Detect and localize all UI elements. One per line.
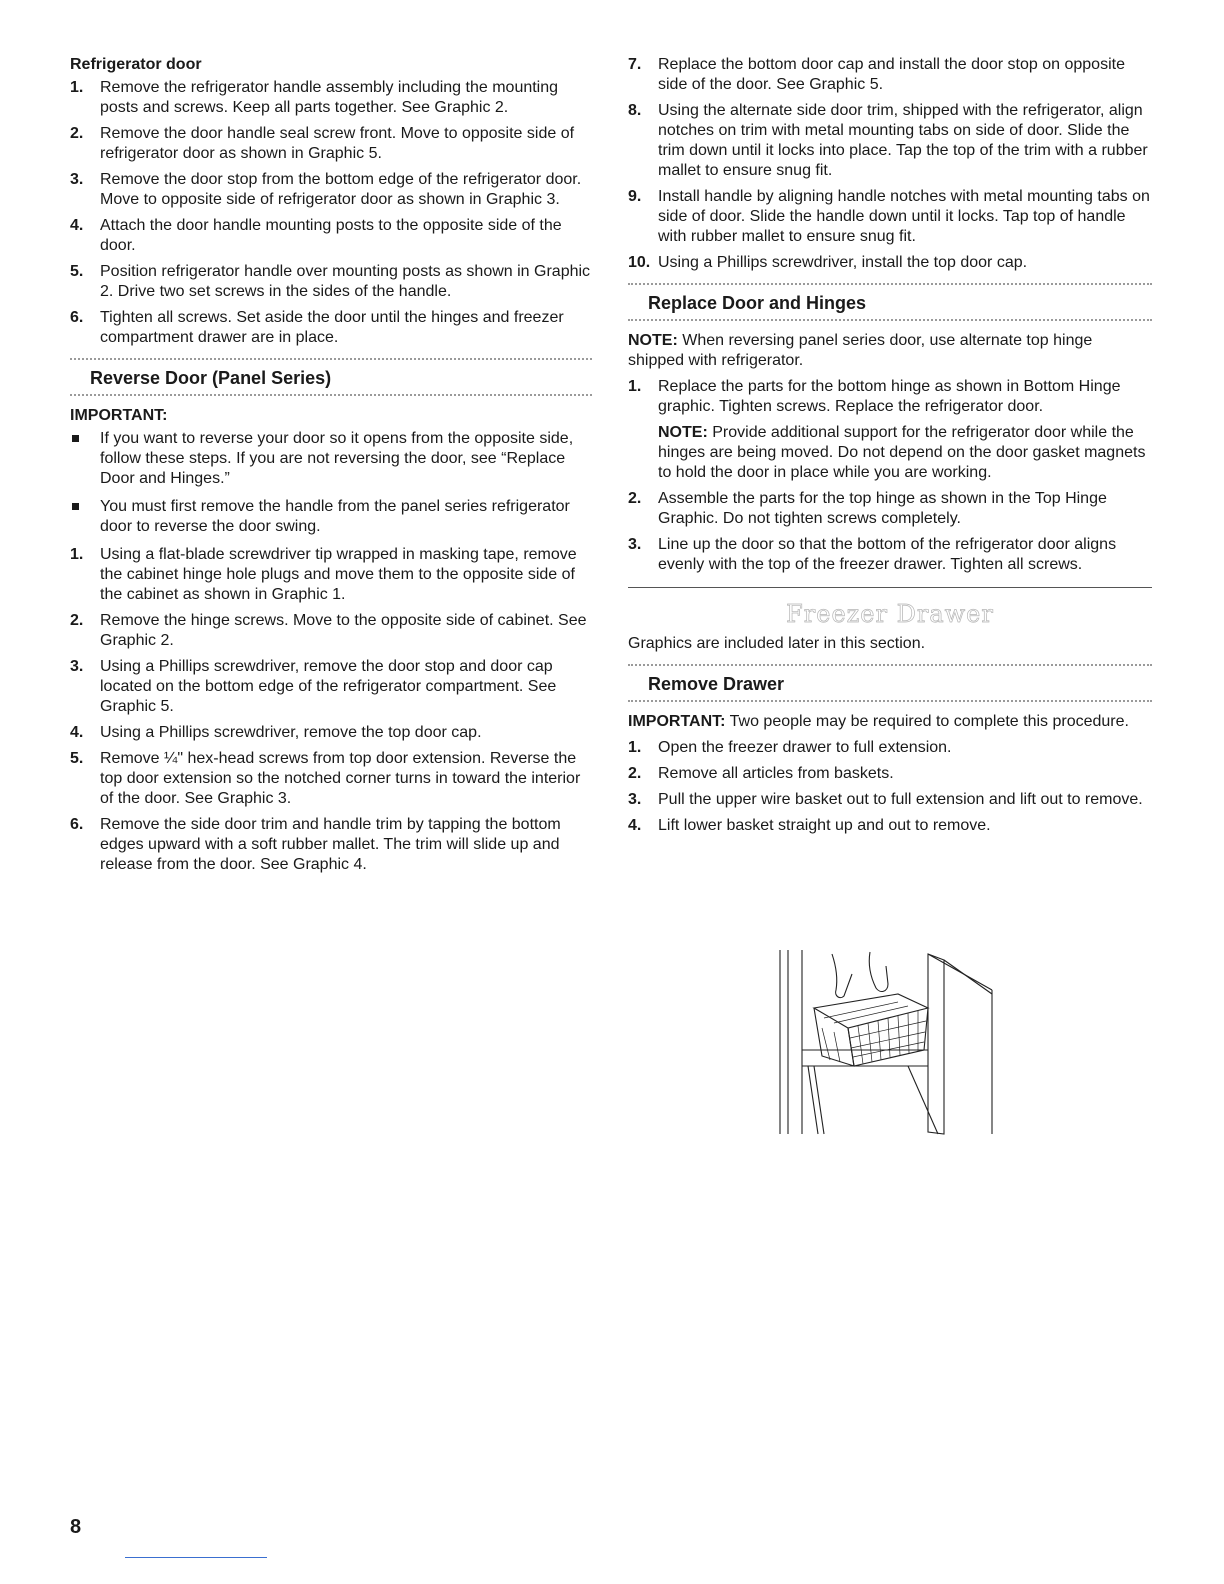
step-text: Using the alternate side door trim, shipped with the refrigerator, align notches on trim with metal mounting tabs on side of door. Slide the trim down until it locks into place. Tap the top of the trim with a rubber mallet to ensure snug fit. [658,102,1148,179]
step-number: 2. [70,612,84,629]
replace-door-note [628,331,1152,371]
step-text: Line up the door so that the bottom of the refrigerator door aligns evenly with the top of the freezer drawer. Tighten all screws. [658,536,1117,573]
step-number: 6. [70,816,84,833]
basket-rim [814,994,928,1028]
step-number: 1. [628,378,642,395]
list-item [628,377,1152,483]
footer-rule [125,1557,267,1558]
drawer-side-line [808,1066,818,1134]
hand-right-icon [869,952,888,991]
step-text: Remove the door stop from the bottom edge of the refrigerator door. Move to opposite side of refrigerator door as shown in Graphic 3. [100,171,582,208]
step-number: 8. [628,102,642,119]
step-number: 2. [628,490,642,507]
list-item [70,308,592,348]
step-text: Open the freezer drawer to full extension. [658,739,952,756]
replace-door-title: Replace Door and Hinges [648,293,867,313]
replace-door-section-header [628,283,1152,321]
basket-wire-grid [822,1002,926,1064]
list-item [628,489,1152,529]
list-item [70,429,592,489]
reverse-door-title: Reverse Door (Panel Series) [90,368,332,388]
replace-door-steps [628,377,1152,575]
step-number: 2. [70,125,84,142]
step-number: 7. [628,56,642,73]
list-item [628,101,1152,181]
remove-drawer-steps [628,738,1152,836]
step-number: 3. [628,536,642,553]
note-text: When reversing panel series door, use alternate top hinge shipped with refrigerator. [628,332,1093,369]
list-item [70,545,592,605]
step-text: Remove the side door trim and handle trim by tapping the bottom edges upward with a soft rubber mallet. The trim will slide up and release from the door. See Graphic 4. [100,816,561,873]
step-number: 9. [628,188,642,205]
chapter-divider [628,587,1152,588]
list-item [70,497,592,537]
step-number: 10. [628,254,651,271]
remove-drawer-section-header [628,664,1152,702]
step-number: 3. [70,658,84,675]
list-item [628,55,1152,95]
list-item [628,738,1152,758]
page-number: 8 [70,1516,82,1538]
right-column [628,55,1152,842]
step-number: 4. [70,724,84,741]
important-label: IMPORTANT: [70,407,168,424]
step-text: Remove ¼" hex-head screws from top door extension. Reverse the top door extension so the notched corner turns in toward the interior of the door. See Graphic 3. [100,750,581,807]
step-note [658,423,1152,483]
step-number: 6. [70,309,84,326]
reverse-door-steps-continued [628,55,1152,273]
list-item [70,723,592,743]
drawer-side-line [908,1066,938,1134]
bullet-square-icon [72,435,79,442]
list-item [70,170,592,210]
step-number: 2. [628,765,642,782]
list-item [628,790,1152,810]
bullet-text: You must first remove the handle from the panel series refrigerator door to reverse the door swing. [100,498,570,535]
step-number: 5. [70,750,84,767]
step-text: Tighten all screws. Set aside the door until the hinges and freezer compartment drawer are in place. [100,309,564,346]
step-text: Using a Phillips screwdriver, remove the top door cap. [100,724,482,741]
step-text: Attach the door handle mounting posts to the opposite side of the door. [100,217,562,254]
freezer-drawer-title: Freezer Drawer [786,600,994,628]
step-text: Assemble the parts for the top hinge as shown in the Top Hinge Graphic. Do not tighten screws completely. [658,490,1107,527]
step-text: Pull the upper wire basket out to full extension and lift out to remove. [658,791,1143,808]
step-text: Using a Phillips screwdriver, remove the door stop and door cap located on the bottom edge of the refrigerator compartment. See Graphic 5. [100,658,557,715]
freezer-basket-illustration [778,946,996,1136]
reverse-door-steps [70,545,592,875]
step-text: Remove the refrigerator handle assembly including the mounting posts and screws. Keep all parts together. See Graphic 2. [100,79,559,116]
refrigerator-door-heading: Refrigerator door [70,56,202,73]
list-item [70,78,592,118]
step-text: Lift lower basket straight up and out to remove. [658,817,991,834]
divider [628,319,1152,321]
list-item [628,253,1152,273]
note-text: Provide additional support for the refrigerator door while the hinges are being moved. Do not depend on the door gasket magnets to hold the door in place while you are working. [658,424,1146,481]
step-number: 5. [70,263,84,280]
step-number: 1. [628,739,642,756]
bullet-text: If you want to reverse your door so it opens from the opposite side, follow these steps. If you are not reversing the door, see “Replace Door and Hinges.” [100,430,574,487]
step-text: Using a Phillips screwdriver, install the top door cap. [658,254,1028,271]
note-label: NOTE: [658,424,708,441]
step-number: 3. [70,171,84,188]
list-item [628,816,1152,836]
important-text: Two people may be required to complete this procedure. [729,713,1129,730]
basket-left-side [814,1008,854,1066]
list-item [70,657,592,717]
list-item [70,262,592,302]
drawer-side-line [814,1066,824,1134]
step-text: Replace the parts for the bottom hinge as shown in Bottom Hinge graphic. Tighten screws. Replace the refrigerator door. [658,378,1121,415]
list-item [70,815,592,875]
remove-drawer-title: Remove Drawer [648,674,785,694]
hand-left-icon [832,954,852,998]
step-number: 4. [628,817,642,834]
drawer-front-panel [928,954,944,1134]
list-item [628,764,1152,784]
list-item [70,216,592,256]
divider [628,700,1152,702]
divider [70,394,592,396]
step-text: Remove the door handle seal screw front. Move to opposite side of refrigerator door as shown in Graphic 5. [100,125,575,162]
remove-drawer-important [628,712,1152,732]
left-column [70,55,592,881]
step-text: Remove all articles from baskets. [658,765,894,782]
step-text: Position refrigerator handle over mounting posts as shown in Graphic 2. Drive two set screws in the sides of the handle. [100,263,591,300]
freezer-drawer-intro: Graphics are included later in this section. [628,635,926,652]
bullet-square-icon [72,503,79,510]
drawer-top-edge-inner [944,960,992,994]
refrigerator-door-steps [70,78,592,348]
list-item [628,535,1152,575]
list-item [70,611,592,651]
list-item [70,124,592,164]
note-label: NOTE: [628,332,678,349]
step-number: 4. [70,217,84,234]
step-number: 1. [70,79,84,96]
step-number: 3. [628,791,642,808]
step-text: Using a flat-blade screwdriver tip wrapped in masking tape, remove the cabinet hinge hole plugs and move them to the opposite side of the cabinet as shown in Graphic 1. [100,546,577,603]
step-text: Replace the bottom door cap and install the door stop on opposite side of the door. See Graphic 5. [658,56,1125,93]
list-item [70,749,592,809]
step-number: 1. [70,546,84,563]
step-text: Remove the hinge screws. Move to the opposite side of cabinet. See Graphic 2. [100,612,587,649]
important-label: IMPORTANT: [628,713,726,730]
reverse-door-section-header [70,358,592,396]
step-text: Install handle by aligning handle notches with metal mounting tabs on side of door. Slide the handle down until it locks. Tap top of handle with rubber mallet to ensure snug fit. [658,188,1150,245]
list-item [628,187,1152,247]
